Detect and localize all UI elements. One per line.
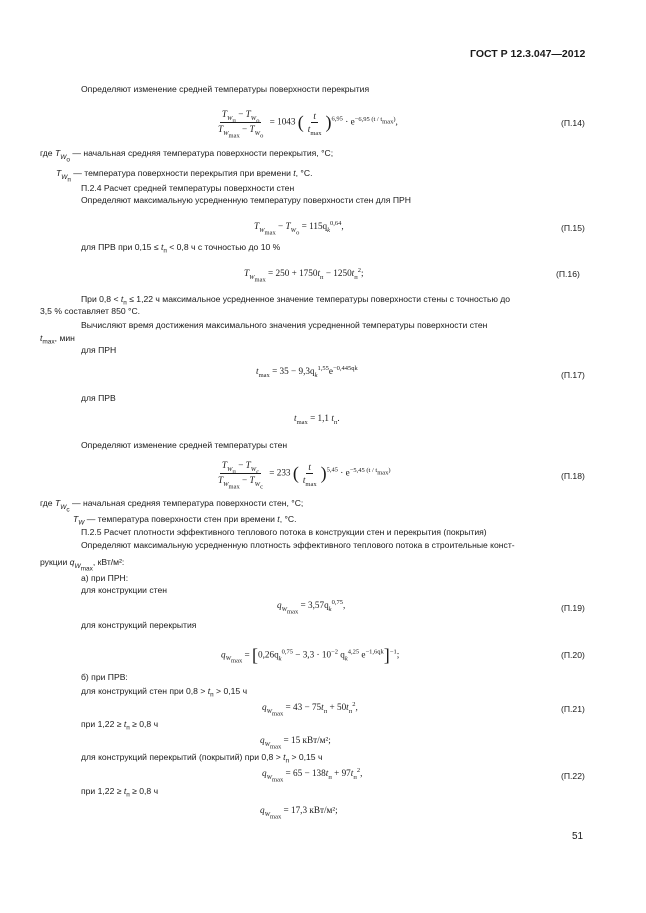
equation-number: (П.16) — [556, 269, 580, 279]
text-line: для ПРВ — [81, 393, 116, 403]
section-heading: П.2.4 Расчет средней температуры поверхности стен — [81, 183, 295, 193]
equation-number: (П.21) — [561, 704, 585, 714]
equation-p15: $T_{W_{max}} - T_{W_o} = 115q_k^{0,64}$, — [254, 219, 344, 237]
equation-p18: $\frac{T_{W_п} - T_{W_с}}{T_{W_{max}} - T_{W_с}}$ = 233 ( $\frac{t}{t_{max}}$ )$^{5,45} \cdot e^{-5,45 (t / t_{max})}$ — [218, 460, 391, 491]
text-line: где $T_{W_o}$ — начальная средняя температура поверхности перекрытия, °С; — [40, 148, 334, 164]
section-heading: П.2.5 Расчет плотности эффективного теплового потока в конструкции стен и перекрытия (покрытия) — [81, 527, 487, 537]
equation-number: (П.17) — [561, 370, 585, 380]
text-line: при $1,22 \ge t_п \ge 0,8$ ч — [81, 786, 159, 799]
text-line: $t_{max}$, мин — [40, 333, 75, 346]
text-line: для конструкций перекрытия — [81, 620, 197, 630]
equation-p17b: $t_{max} = 1,1$ $t_п$. — [294, 413, 340, 426]
text-line: Определяют изменение средней температуры поверхности перекрытия — [81, 84, 370, 94]
equation-p21: $q_{W_{max}} = 43 - 75t_п + 50t_п^2$, — [262, 700, 358, 718]
text-line: При $0,8 < t_п \le 1,22$ ч максимальное усредненное значение температуры поверхности стены с точностью до — [81, 294, 511, 307]
equation-p22: $q_{W_{max}} = 65 - 138t_п + 97t_п^2$, — [262, 766, 363, 784]
standard-header: ГОСТ Р 12.3.047—2012 — [470, 48, 586, 60]
text-line: для ПРН — [81, 345, 117, 355]
text-line: 3,5 % составляет 850 °С. — [40, 306, 141, 316]
equation-p21b: $q_{W_{max}} = 15$ кВт/м²; — [260, 735, 331, 751]
text-line: Определяют изменение средней температуры стен — [81, 440, 288, 450]
equation-number: (П.18) — [561, 471, 585, 481]
equation-number: (П.20) — [561, 650, 585, 660]
equation-number: (П.19) — [561, 603, 585, 613]
text-line: для конструкции стен — [81, 585, 167, 595]
text-line: Вычисляют время достижения максимального значения усредненной температуры поверхности стен — [81, 320, 488, 330]
text-line: рукции $q_{W_{max}}$, кВт/м²: — [40, 557, 125, 573]
text-line: $T_W$ — температура поверхности стен при времени t, °С. — [73, 514, 297, 527]
equation-p22b: $q_{W_{max}} = 17,3$ кВт/м²; — [260, 805, 338, 821]
text-line: а) при ПРН: — [81, 573, 129, 583]
text-line: при $1,22 \ge t_п \ge 0,8$ ч — [81, 719, 159, 732]
fraction: $\frac{T_{W_п} - T_{W_o}}{T_{W_{max}} - T_{W_o}}$ — [218, 109, 264, 140]
equation-p20: $q_{W_{max}} = [0,26q_k^{0,75} - 3,3 \cdot 10^{-2}$ $q_k^{4,25}$ $e^{-1,6qk}]^{-1}$; — [221, 645, 400, 665]
text-line: где $T_{W_с}$ — начальная средняя температура поверхности стен, °С; — [40, 498, 304, 514]
text-line: для конструкций стен при $0,8 > t_п > 0,15$ ч — [81, 686, 248, 699]
text-line: б) при ПРВ: — [81, 672, 128, 682]
equation-number: (П.15) — [561, 223, 585, 233]
page-number: 51 — [572, 831, 584, 842]
equation-p17: $t_{max} = 35 - 9,3q_k^{1,55}e^{-0,445qk}$ — [256, 364, 358, 379]
text-line: Определяют максимальную усредненную плотность эффективного теплового потока в строительные конст- — [81, 540, 515, 550]
equation-p16: $T_{W_{max}} = 250 + 1750t_п - 1250t_п^2$; — [244, 266, 364, 284]
equation-number: (П.14) — [561, 118, 585, 128]
equation-p14: $\frac{T_{W_п} - T_{W_o}}{T_{W_{max}} - T_{W_o}}$ = 1043 ( $\frac{t}{t_{max}}$ )$^{6,95} \cdot e^{-6,95 (t / t_{max})}$, — [218, 109, 398, 140]
text-line: для конструкций перекрытий (покрытий) при $0,8 > t_п > 0,15$ ч — [81, 752, 323, 765]
text-line: $T_{W_п}$ — температура поверхности перекрытия при времени t, °С. — [56, 168, 313, 184]
equation-number: (П.22) — [561, 771, 585, 781]
fraction: $\frac{T_{W_п} - T_{W_с}}{T_{W_{max}} - T_{W_с}}$ — [218, 460, 263, 491]
equation-p19: $q_{W_{max}} = 3,57q_k^{0,75}$, — [277, 598, 346, 616]
text-line: для ПРВ при $0,15 \le t_п < 0,8$ ч с точностью до 10 % — [81, 242, 281, 255]
text-line: Определяют максимальную усредненную температуру поверхности стен для ПРН — [81, 195, 411, 205]
